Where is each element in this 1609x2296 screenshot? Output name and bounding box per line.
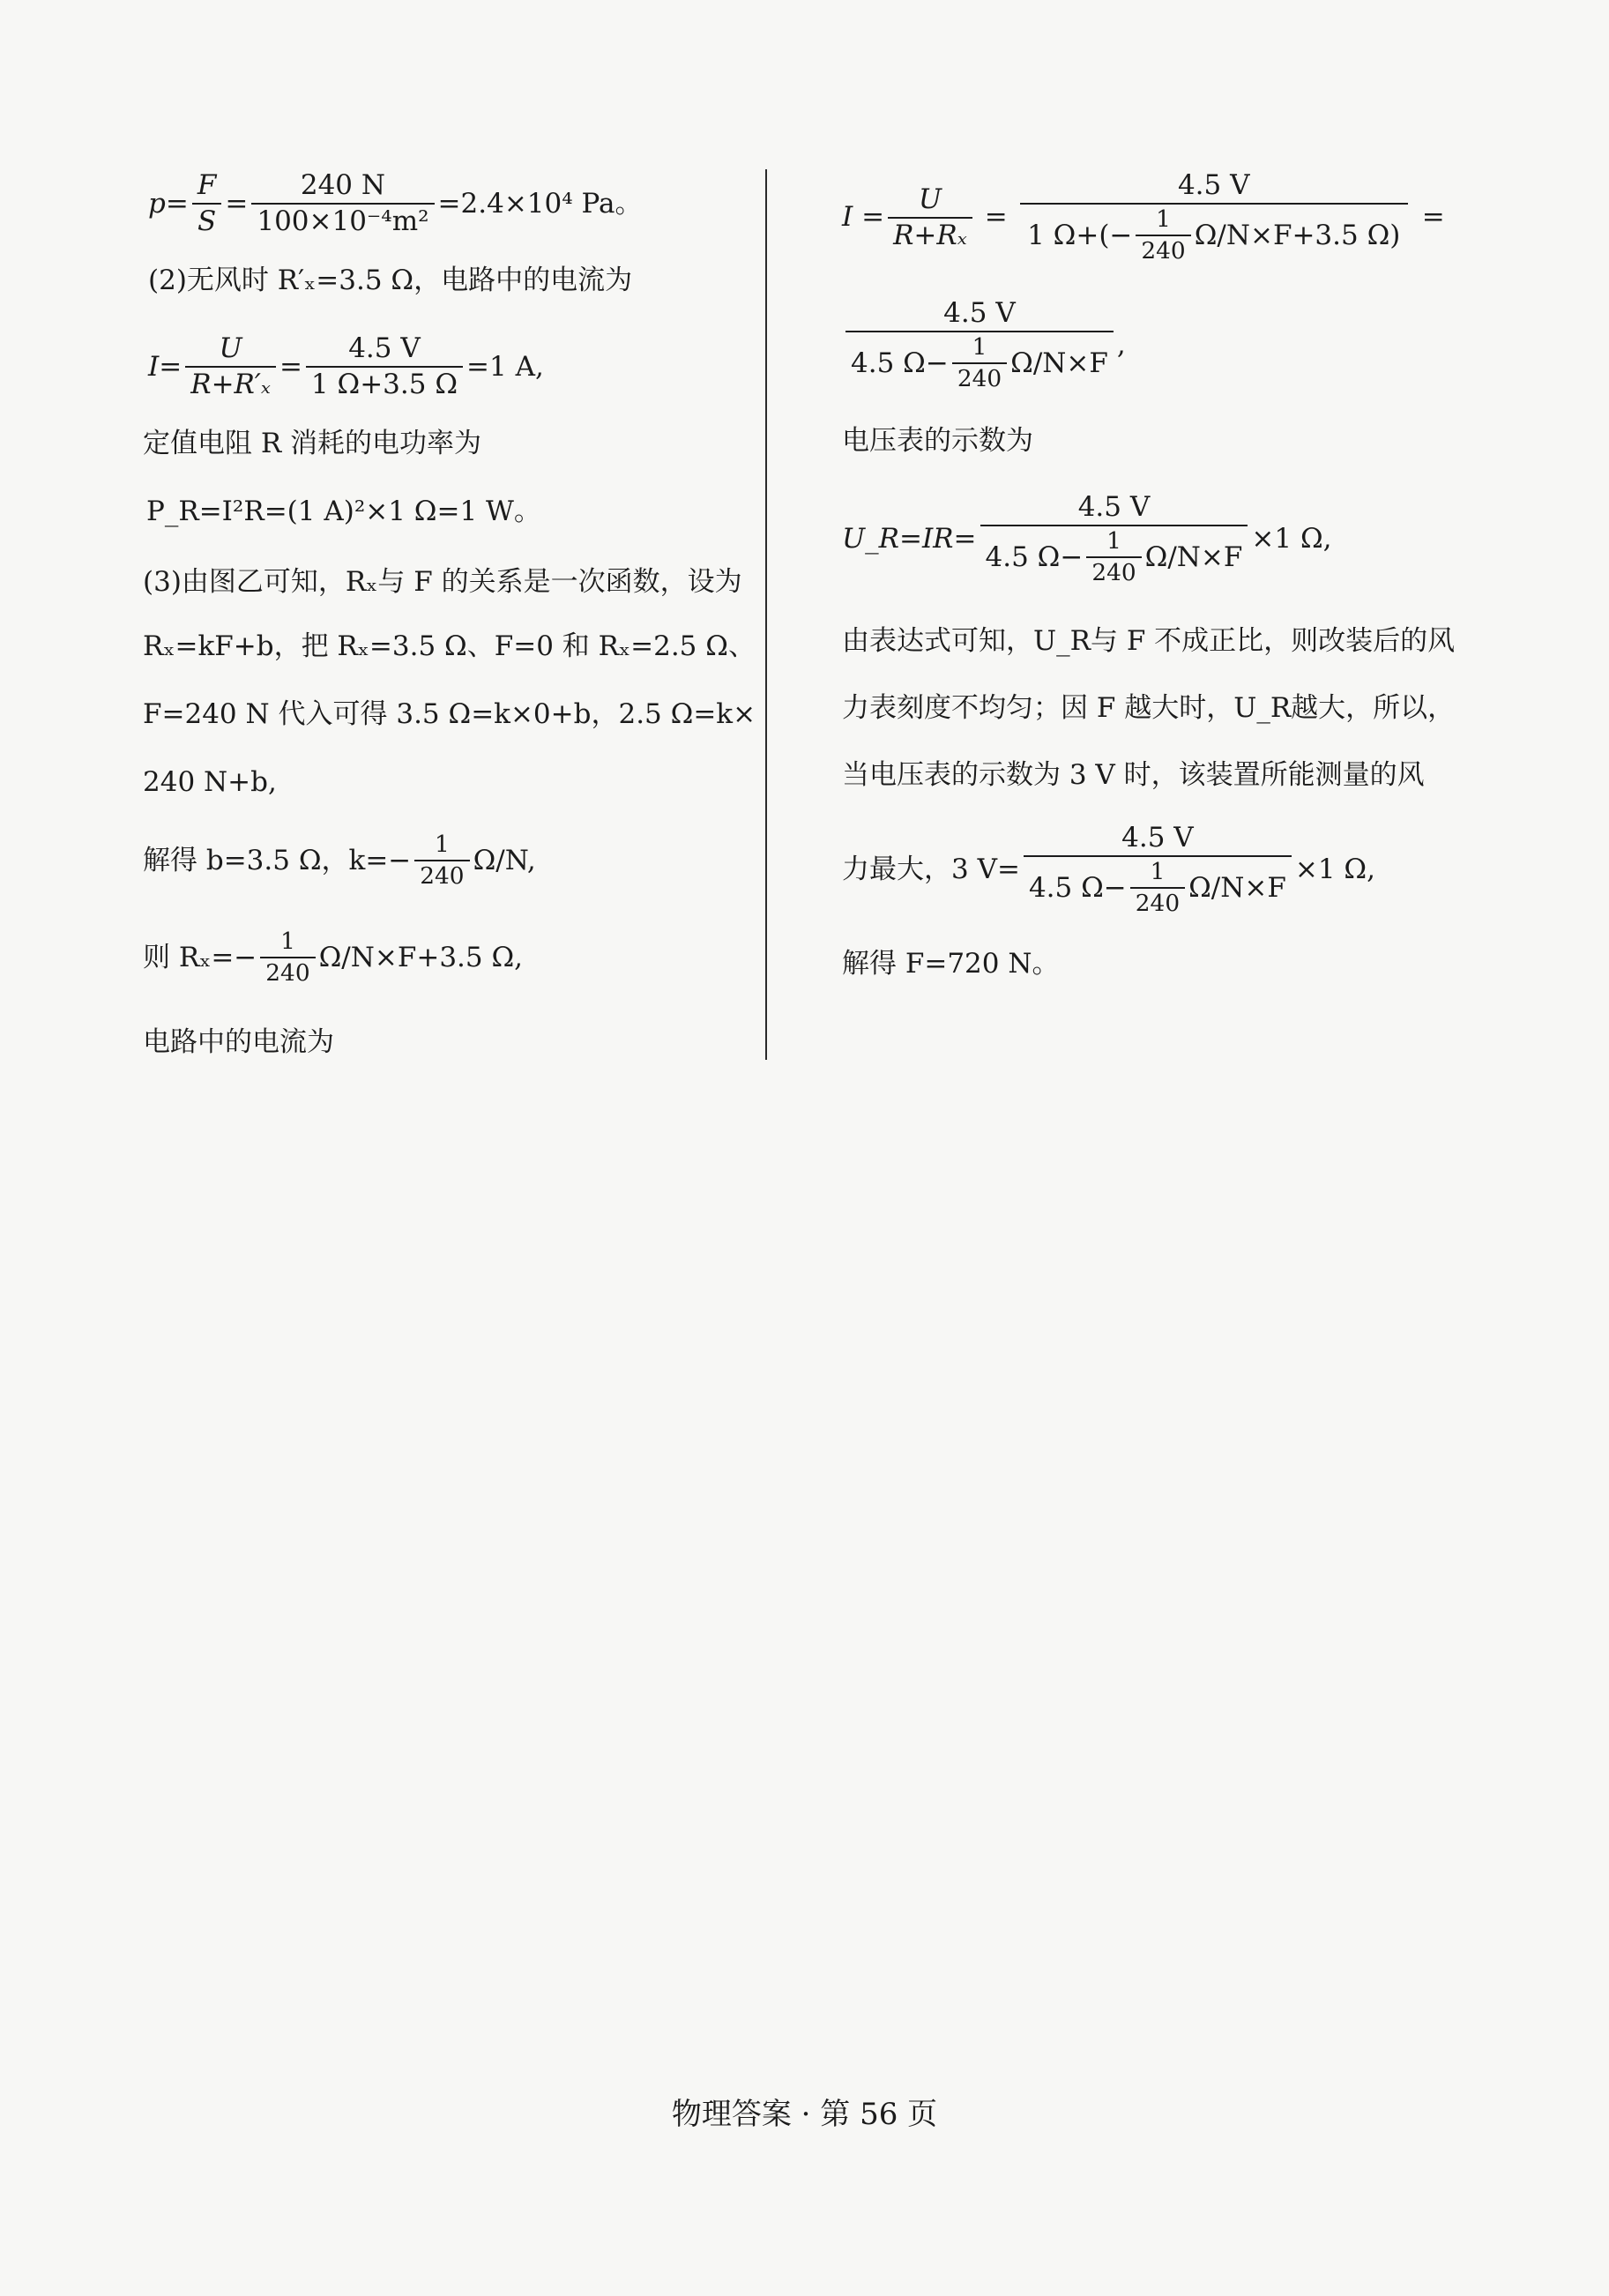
- denominator: 240: [1136, 235, 1190, 263]
- den-post: Ω/N×F: [1010, 347, 1108, 379]
- den-pre: 1 Ω+(−: [1027, 219, 1133, 251]
- fraction: [260, 930, 315, 986]
- current-equation: [148, 332, 544, 400]
- fraction: [1024, 824, 1292, 916]
- rx-equation: [143, 930, 523, 986]
- fraction: [1020, 169, 1408, 265]
- eq-rhs: ×1 Ω,: [1294, 854, 1375, 886]
- numerator: 4.5 V: [1121, 822, 1194, 854]
- text-line: 当电压表的示数为 3 V 时，该装置所能测量的风: [842, 759, 1425, 791]
- current-equation-simplified: [842, 297, 1126, 393]
- text-line: (2)无风时 R′ₓ=3.5 Ω，电路中的电流为: [148, 265, 633, 296]
- text-line: 240 N+b,: [143, 766, 277, 798]
- den-post: Ω/N×F+3.5 Ω): [1194, 219, 1401, 251]
- power-equation: P_R=I²R=(1 A)²×1 Ω=1 W。: [146, 496, 541, 527]
- den-pre: 4.5 Ω−: [851, 347, 949, 379]
- denominator: 240: [1130, 887, 1185, 915]
- eq-lhs: p: [148, 187, 166, 220]
- eq-lhs: I=: [148, 350, 183, 383]
- eq-rhs: =1 A,: [466, 350, 544, 383]
- denominator: 1 Ω+3.5 Ω: [306, 366, 463, 399]
- fraction: [306, 332, 463, 400]
- text-line: 解得 F=720 N。: [842, 948, 1060, 980]
- text-line: 由表达式可知，U_R与 F 不成正比，则改装后的风: [842, 625, 1456, 657]
- denominator: S: [192, 203, 221, 235]
- eq-sign: =: [279, 350, 302, 383]
- den-pre: 4.5 Ω−: [1028, 871, 1127, 904]
- inner-fraction: [1086, 530, 1141, 585]
- denominator: 240: [260, 957, 315, 985]
- numerator: 1: [435, 831, 450, 858]
- denominator: 240: [952, 362, 1007, 391]
- text-line: 力表刻度不均匀；因 F 越大时，U_R越大，所以，: [842, 692, 1456, 724]
- text-line: 电压表的示数为: [842, 425, 1033, 457]
- numerator: 1: [1156, 206, 1171, 233]
- denominator: [1020, 203, 1408, 264]
- eq-sign: =: [984, 201, 1008, 234]
- denominator: [980, 525, 1248, 585]
- denominator: [845, 331, 1114, 391]
- text-line: 电路中的电流为: [143, 1026, 334, 1058]
- numerator: 4.5 V: [1077, 491, 1151, 523]
- text-post: Ω/N×F+3.5 Ω,: [318, 941, 524, 973]
- fraction: [888, 183, 972, 251]
- current-equation-general: [842, 169, 1445, 265]
- numerator: 240 N: [300, 169, 386, 201]
- inner-fraction: [1136, 208, 1190, 264]
- page-footer: 物理答案 · 第 56 页: [671, 2097, 938, 2132]
- numerator: 1: [1150, 859, 1166, 885]
- voltage-equation: [842, 491, 1332, 587]
- eq-rhs: ,: [1116, 329, 1126, 362]
- eq-sign: =: [165, 187, 189, 220]
- numerator: 4.5 V: [1177, 169, 1250, 201]
- text-line: Rₓ=kF+b，把 Rₓ=3.5 Ω、F=0 和 Rₓ=2.5 Ω、: [143, 630, 756, 662]
- den-post: Ω/N×F: [1188, 871, 1286, 904]
- den-pre: 4.5 Ω−: [985, 540, 1084, 573]
- denominator: R+R′ₓ: [185, 366, 276, 399]
- fraction: [414, 833, 469, 889]
- numerator: 4.5 V: [348, 332, 421, 364]
- numerator: U: [918, 183, 942, 215]
- text-pre: 则 Rₓ=−: [143, 941, 257, 973]
- eq-lhs: 力最大，3 V=: [842, 854, 1020, 886]
- column-divider: [765, 169, 767, 1060]
- text-line: 定值电阻 R 消耗的电功率为: [143, 428, 482, 459]
- numerator: 4.5 V: [943, 297, 1016, 329]
- den-post: Ω/N×F: [1144, 540, 1243, 573]
- fraction: [185, 332, 276, 400]
- numerator: 1: [280, 928, 295, 955]
- numerator: F: [197, 169, 217, 201]
- eq-rhs: =: [1421, 201, 1445, 234]
- denominator: 240: [414, 860, 469, 888]
- eq-sign: =: [225, 187, 249, 220]
- denominator: 240: [1086, 556, 1141, 585]
- denominator: R+Rₓ: [888, 217, 972, 250]
- eq-rhs: ×1 Ω,: [1251, 523, 1332, 555]
- denominator: 100×10⁻⁴m²: [251, 203, 434, 235]
- text-pre: 解得 b=3.5 Ω，k=−: [143, 844, 412, 876]
- numerator: 1: [972, 334, 987, 361]
- fraction: [980, 491, 1248, 587]
- text-line: F=240 N 代入可得 3.5 Ω=k×0+b，2.5 Ω=k×: [143, 698, 756, 730]
- solution-line: [143, 833, 536, 889]
- eq-lhs: I =: [842, 201, 885, 234]
- pressure-equation: [148, 169, 643, 237]
- inner-fraction: [1130, 861, 1185, 916]
- text-post: Ω/N,: [473, 844, 536, 876]
- numerator: 1: [1106, 528, 1121, 555]
- text-line: (3)由图乙可知，Rₓ与 F 的关系是一次函数，设为: [143, 566, 742, 598]
- numerator: U: [219, 332, 242, 364]
- max-force-equation: [842, 824, 1375, 916]
- eq-lhs: U_R=IR=: [842, 523, 977, 555]
- eq-rhs: =2.4×10⁴ Pa。: [437, 187, 643, 220]
- fraction: [251, 169, 434, 237]
- denominator: [1024, 855, 1292, 916]
- inner-fraction: [952, 336, 1007, 391]
- fraction: [845, 297, 1114, 393]
- fraction: [192, 169, 222, 237]
